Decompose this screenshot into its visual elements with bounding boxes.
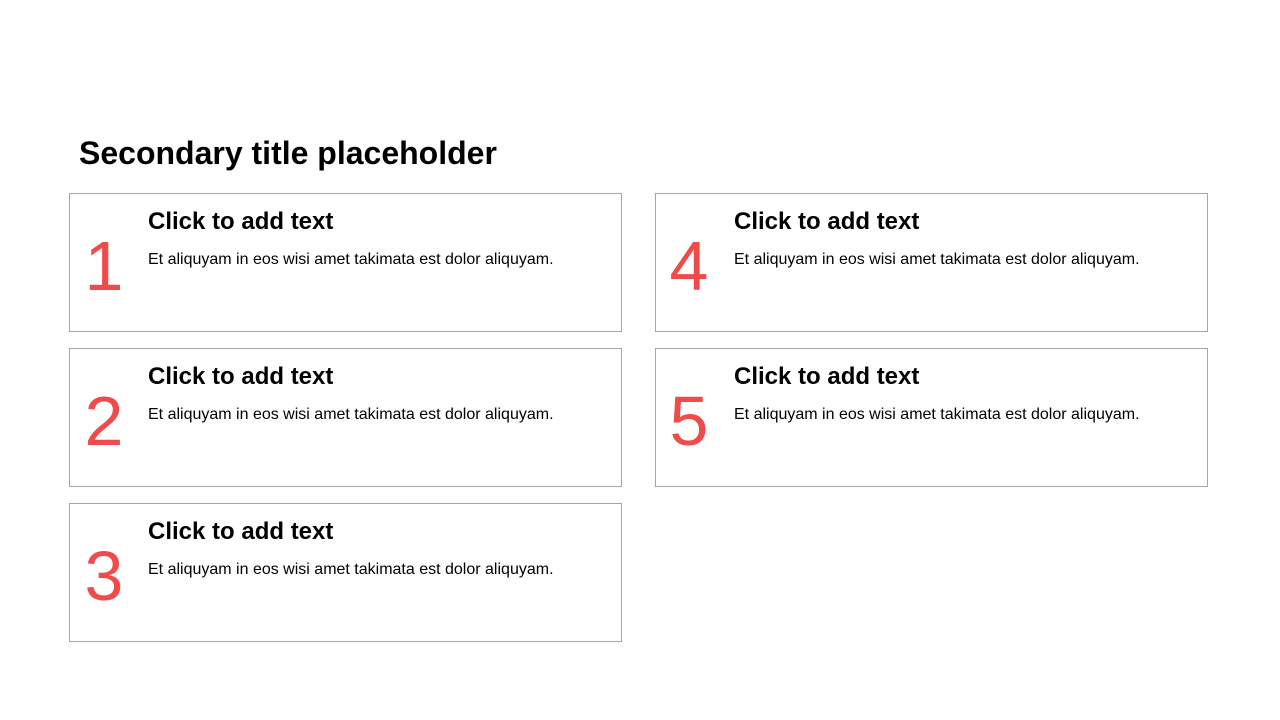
numbered-card-3[interactable]: [69, 503, 622, 642]
card-number: 3: [84, 537, 124, 615]
card-body-text[interactable]: Et aliquyam in eos wisi amet takimata est dolor aliquyam.: [148, 251, 554, 268]
numbered-card-2[interactable]: [69, 348, 622, 487]
numbered-card-1[interactable]: [69, 193, 622, 332]
card-heading-placeholder[interactable]: Click to add text: [734, 363, 920, 390]
card-heading-placeholder[interactable]: Click to add text: [148, 518, 334, 545]
card-body-text[interactable]: Et aliquyam in eos wisi amet takimata est dolor aliquyam.: [148, 406, 554, 423]
numbered-card-4[interactable]: [655, 193, 1208, 332]
card-number: 4: [669, 227, 709, 305]
card-heading-placeholder[interactable]: Click to add text: [148, 208, 334, 235]
card-heading-placeholder[interactable]: Click to add text: [734, 208, 920, 235]
card-number: 2: [84, 382, 124, 460]
card-body-text[interactable]: Et aliquyam in eos wisi amet takimata est dolor aliquyam.: [148, 561, 554, 578]
card-body-text[interactable]: Et aliquyam in eos wisi amet takimata est dolor aliquyam.: [734, 251, 1140, 268]
slide-title[interactable]: Secondary title placeholder: [79, 135, 497, 171]
numbered-card-5[interactable]: [655, 348, 1208, 487]
card-heading-placeholder[interactable]: Click to add text: [148, 363, 334, 390]
card-body-text[interactable]: Et aliquyam in eos wisi amet takimata est dolor aliquyam.: [734, 406, 1140, 423]
card-number: 1: [84, 227, 124, 305]
card-number: 5: [669, 382, 709, 460]
